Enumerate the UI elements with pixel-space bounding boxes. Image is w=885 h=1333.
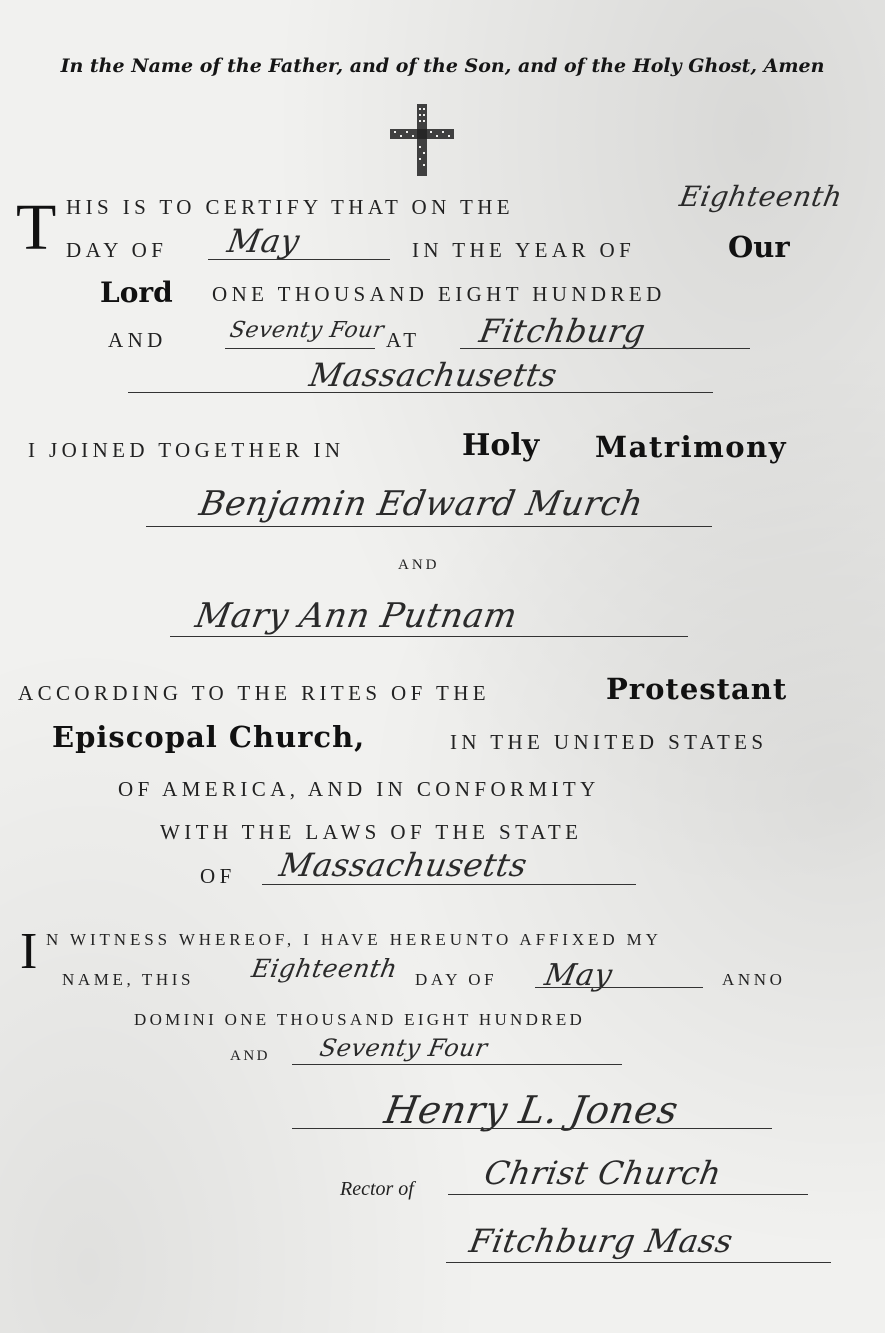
our-blackletter: Our xyxy=(728,230,790,264)
anno-label: ANNO xyxy=(722,970,786,989)
witness-day-of-label: DAY OF xyxy=(415,970,498,989)
church-underline xyxy=(448,1194,808,1195)
drop-cap-t: T xyxy=(16,191,57,264)
of-state-label: OF xyxy=(200,864,236,888)
holy-blackletter: Holy xyxy=(462,428,540,463)
domini-line: DOMINI ONE THOUSAND EIGHT HUNDRED xyxy=(134,1010,586,1029)
laws-line: WITH THE LAWS OF THE STATE xyxy=(160,820,583,844)
united-states-line: IN THE UNITED STATES xyxy=(450,730,768,754)
america-line: OF AMERICA, AND IN CONFORMITY xyxy=(118,777,600,801)
at-label: AT xyxy=(386,328,421,352)
signature-underline xyxy=(292,1128,772,1129)
groom-underline xyxy=(146,526,712,527)
church-town: Fitchburg Mass xyxy=(466,1222,736,1260)
state-name: Massachusetts xyxy=(276,846,531,884)
witness-line: N WITNESS WHEREOF, I HAVE HEREUNTO AFFIXED MY xyxy=(46,930,662,949)
cross-ornament-icon xyxy=(388,102,456,178)
state-place-underline xyxy=(128,392,713,393)
witness-month: May xyxy=(541,958,616,993)
bride-underline xyxy=(170,636,688,637)
month-underline xyxy=(208,259,390,260)
rector-signature: Henry L. Jones xyxy=(381,1088,682,1132)
witness-year-words: Seventy Four xyxy=(317,1034,490,1062)
town-underline xyxy=(446,1262,831,1263)
joined-together-line: I JOINED TOGETHER IN xyxy=(28,438,345,462)
name-this-label: NAME, THIS xyxy=(62,970,195,989)
witness-day: Eighteenth xyxy=(249,954,400,983)
rector-of-label: Rector of xyxy=(340,1178,414,1200)
invocation-heading: In the Name of the Father, and of the Son, and of the Holy Ghost, Amen xyxy=(60,55,825,77)
year-in-words: Seventy Four xyxy=(227,318,387,343)
place-state: Massachusetts xyxy=(306,356,561,394)
episcopal-church-blackletter: Episcopal Church, xyxy=(52,720,366,754)
witness-month-underline xyxy=(535,987,703,988)
church-name: Christ Church xyxy=(481,1154,725,1192)
year-underline xyxy=(225,348,375,349)
matrimony-blackletter: Matrimony xyxy=(595,430,788,464)
state-underline xyxy=(262,884,636,885)
marriage-month: May xyxy=(224,222,303,260)
protestant-blackletter: Protestant xyxy=(606,672,788,706)
place-name: Fitchburg xyxy=(476,312,649,350)
thousand-line: ONE THOUSAND EIGHT HUNDRED xyxy=(212,282,666,306)
lord-blackletter: Lord xyxy=(100,276,173,309)
marriage-day: Eighteenth xyxy=(677,180,845,213)
rites-line: ACCORDING TO THE RITES OF THE xyxy=(18,681,490,705)
bride-name: Mary Ann Putnam xyxy=(192,596,521,636)
certify-line: HIS IS TO CERTIFY THAT ON THE xyxy=(66,195,514,219)
and-conjunction: AND xyxy=(398,557,440,573)
witness-year-underline xyxy=(292,1064,622,1065)
year-of-label: IN THE YEAR OF xyxy=(412,238,636,262)
day-of-label: DAY OF xyxy=(66,238,168,262)
groom-name: Benjamin Edward Murch xyxy=(196,484,647,524)
place-underline xyxy=(460,348,750,349)
drop-cap-i: I xyxy=(20,923,38,980)
witness-and-label: AND xyxy=(230,1048,270,1064)
and-label: AND xyxy=(108,328,167,352)
